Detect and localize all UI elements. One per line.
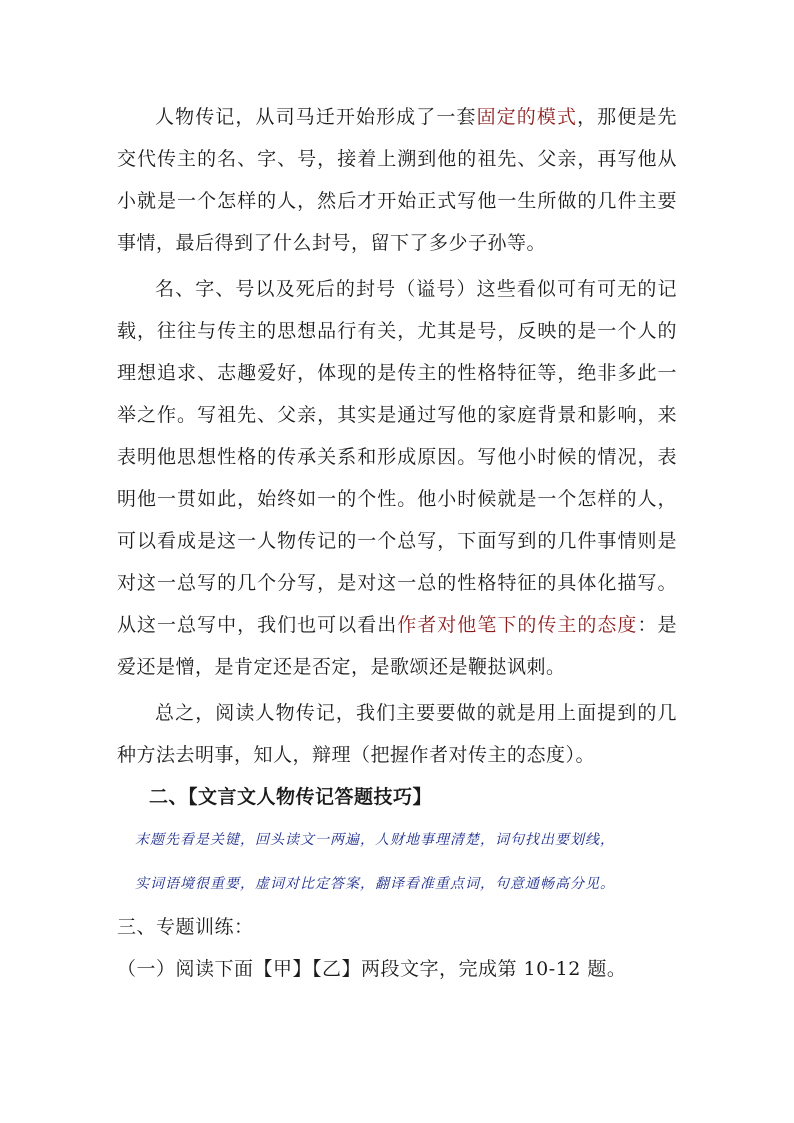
rhyme-line-2: 实词语境很重要，虚词对比定答案，翻译看准重点词，句意通畅高分见。 (135, 876, 615, 892)
section-heading-two: 二、【文言文人物传记答题技巧】 (149, 786, 433, 808)
highlight-fixed-pattern: 固定的模式 (476, 106, 578, 128)
paragraph-3-text: 总之，阅读人物传记，我们主要要做的就是用上面提到的几种方法去明事，知人，辩理（把握作者对传主的态度）。 (117, 702, 677, 766)
rhyme-line-1: 末题先看是关键，回头读文一两遍，人财地事理清楚，词句找出要划线， (135, 832, 615, 848)
highlight-author-attitude: 作者对他笔下的传主的态度 (397, 614, 638, 636)
paragraph-2 (117, 268, 677, 688)
document-body (117, 96, 677, 990)
paragraph-1-text-b: ，那便是先交代传主的名、字、号，接着上溯到他的祖先、父亲，再写他从小就是一个怎样的人，然后才开始正式写他一生所做的几件主要事情，最后得到了什么封号，留下了多少子孙等。 (117, 106, 677, 254)
paragraph-1-text-a: 人物传记，从司马迁开始形成了一套 (155, 106, 477, 128)
paragraph-2-text-a: 名、字、号以及死后的封号（谥号）这些看似可有可无的记载，往往与传主的思想品行有关，尤其是号，反映的是一个人的理想追求、志趣爱好，体现的是传主的性格特征等，绝非多此一举之作。写祖先、父亲，其实是通过写他的家庭背景和影响，来表明他思想性格的传承关系和形成原因。写他小时候的情况，表明他一贯如此，始终如一的个性。他小时候就是一个怎样的人，可以看成是这一人物传记的一个总写，下面写到的几件事情则是对这一总写的几个分写，是对这一总的性格特征的具体化描写。从这一总写中，我们也可以看出 (117, 278, 677, 636)
paragraph-1 (117, 96, 677, 264)
paragraph-3 (117, 692, 677, 776)
paragraph-2-text-b: ：是爱还是憎，是肯定还是否定，是歌颂还是鞭挞讽刺。 (117, 614, 677, 678)
exercise-intro: （一）阅读下面【甲】【乙】两段文字，完成第 10-12 题。 (117, 958, 627, 980)
section-heading-three: 三、专题训练： (117, 916, 254, 938)
